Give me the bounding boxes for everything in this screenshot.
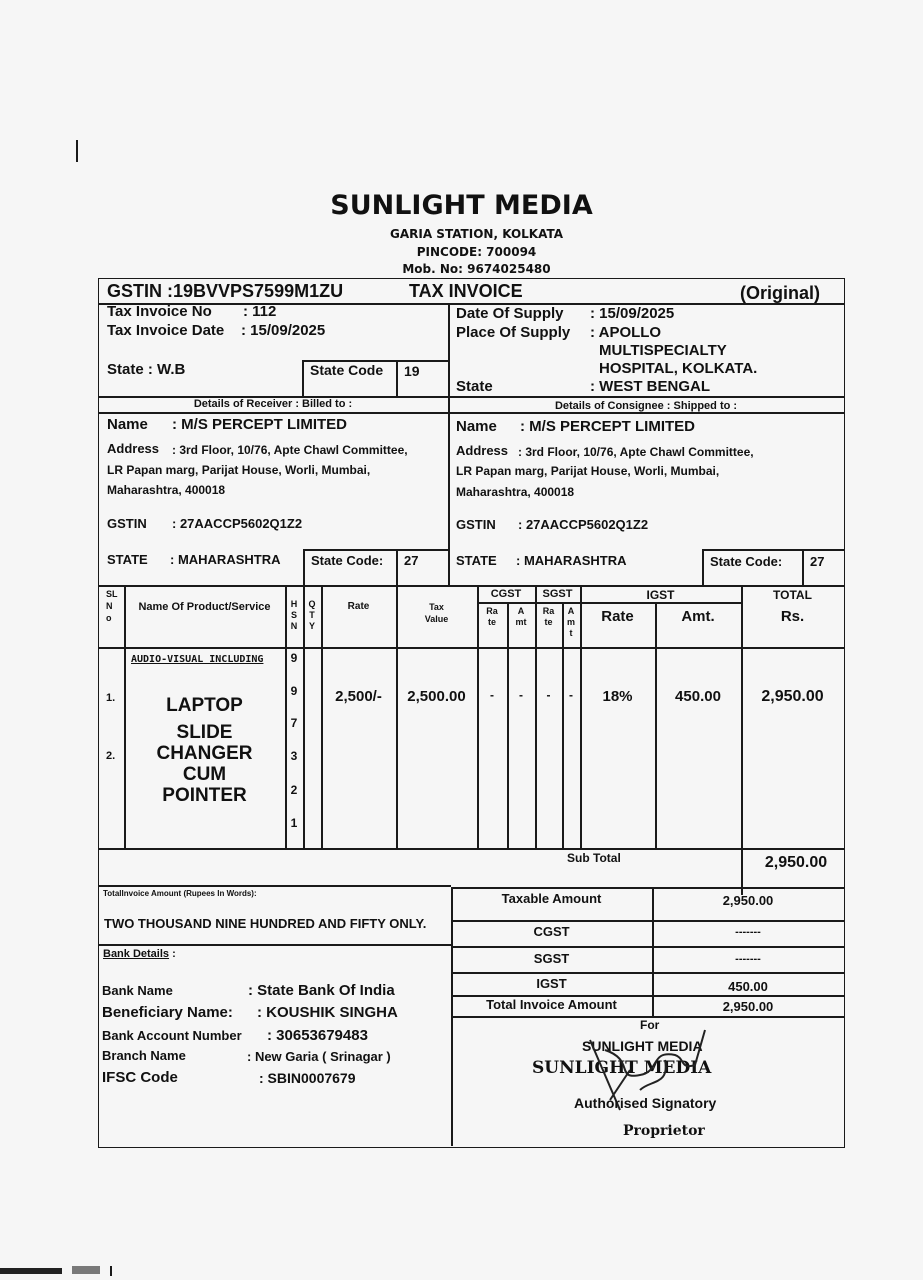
summary-value-igst: 450.00 bbox=[728, 979, 768, 994]
company-stamp: SUNLIGHT MEDIA bbox=[532, 1058, 712, 1078]
receiver-state-code-label: State Code: bbox=[311, 553, 384, 568]
hsn-digit: 3 bbox=[290, 749, 298, 763]
header-text: o bbox=[106, 613, 112, 623]
ifsc-label: IFSC Code bbox=[102, 1069, 178, 1086]
summary-value-sgst: ------- bbox=[735, 953, 761, 965]
divider bbox=[98, 885, 451, 887]
receiver-address-label: Address bbox=[107, 441, 160, 456]
igst-amt-header: Amt. bbox=[681, 608, 715, 625]
divider bbox=[396, 360, 398, 396]
header-text: S bbox=[290, 610, 297, 620]
seller-state: State : W.B bbox=[107, 361, 186, 378]
header-text: A bbox=[517, 606, 525, 616]
company-pincode: PINCODE: 700094 bbox=[416, 245, 537, 259]
invoice-no-label: Tax Invoice No bbox=[107, 303, 212, 320]
header-text: N bbox=[290, 621, 298, 631]
supply-date-label: Date Of Supply bbox=[456, 305, 564, 322]
authorised-signatory: Authorised Signatory bbox=[574, 1095, 717, 1111]
invoice-date-value: : 15/09/2025 bbox=[241, 322, 326, 339]
row-1-sgst-rate: - bbox=[546, 688, 551, 702]
scan-artifact bbox=[0, 1268, 62, 1274]
state-code-label: State Code bbox=[310, 362, 384, 378]
summary-value-cgst: ------- bbox=[735, 926, 761, 938]
product-line: POINTER bbox=[162, 785, 247, 806]
consignee-state-label: STATE bbox=[456, 553, 497, 568]
document-type: TAX INVOICE bbox=[409, 281, 523, 301]
receiver-state-label: STATE bbox=[107, 552, 148, 567]
row-1-tax-value: 2,500.00 bbox=[407, 688, 466, 705]
bank-heading bbox=[103, 948, 176, 960]
row-1-igst-amt: 450.00 bbox=[675, 688, 721, 705]
divider bbox=[702, 549, 704, 585]
account-number-value: : 30653679483 bbox=[267, 1027, 368, 1044]
sgst-amt-header bbox=[562, 606, 580, 639]
divider bbox=[98, 585, 844, 587]
subtotal-value: 2,950.00 bbox=[764, 854, 828, 871]
header-text: SL bbox=[106, 589, 118, 599]
qty-header bbox=[303, 599, 321, 632]
consignee-state-code-label: State Code: bbox=[710, 554, 783, 569]
summary-label-sgst: SGST bbox=[533, 951, 570, 966]
signature-for: For bbox=[640, 1018, 660, 1032]
supply-state-value: : WEST BENGAL bbox=[590, 378, 710, 395]
sgst-rate-header bbox=[535, 606, 562, 628]
consignee-gstin-value: : 27AACCP5602Q1Z2 bbox=[518, 517, 649, 532]
consignee-gstin-label: GSTIN bbox=[456, 517, 496, 532]
consignee-address-line1: : 3rd Floor, 10/76, Apte Chawl Committee, bbox=[518, 445, 754, 459]
place-of-supply-line2: MULTISPECIALTY bbox=[599, 342, 727, 359]
header-text: mt bbox=[515, 617, 527, 627]
divider bbox=[302, 360, 304, 396]
hsn-digit: 1 bbox=[290, 816, 298, 830]
row-1-cgst-rate: - bbox=[490, 688, 494, 702]
copy-type: (Original) bbox=[740, 283, 820, 303]
place-of-supply-line1: : APOLLO bbox=[590, 324, 662, 341]
supply-state-label: State bbox=[456, 378, 493, 395]
igst-header: IGST bbox=[646, 588, 675, 602]
bank-name-label: Bank Name bbox=[102, 983, 173, 998]
row-2-product bbox=[124, 722, 285, 806]
company-address: GARIA STATION, KOLKATA bbox=[390, 227, 563, 241]
summary-value-total: 2,950.00 bbox=[722, 999, 774, 1014]
column-line bbox=[507, 602, 509, 848]
row-1-igst-rate: 18% bbox=[602, 688, 633, 705]
tax-value-header bbox=[396, 601, 477, 625]
divider bbox=[303, 549, 305, 585]
consignee-name-value: : M/S PERCEPT LIMITED bbox=[520, 418, 696, 435]
header-text: Ra bbox=[486, 606, 498, 616]
sgst-header: SGST bbox=[542, 588, 573, 600]
place-of-supply-line3: HOSPITAL, KOLKATA. bbox=[599, 360, 758, 377]
header-text: A bbox=[567, 606, 575, 616]
consignee-state-code-value: 27 bbox=[810, 554, 825, 569]
invoice-no-value: : 112 bbox=[243, 303, 277, 320]
divider bbox=[98, 944, 451, 946]
branch-name-value: : New Garia ( Srinagar ) bbox=[247, 1049, 391, 1064]
handwritten-signature-icon bbox=[580, 1020, 720, 1130]
summary-label-cgst: CGST bbox=[533, 924, 570, 939]
amount-words-label: TotalInvoice Amount (Rupees In Words): bbox=[103, 889, 257, 898]
invoice-date-label: Tax Invoice Date bbox=[107, 322, 225, 339]
branch-name-label: Branch Name bbox=[102, 1048, 186, 1063]
bank-heading-text: Bank Details bbox=[103, 948, 170, 960]
total-header: TOTAL bbox=[773, 588, 812, 602]
hsn-digit: 9 bbox=[290, 684, 298, 698]
column-line bbox=[321, 585, 323, 848]
company-mobile: Mob. No: 9674025480 bbox=[402, 262, 551, 276]
row-2-sl: 2. bbox=[106, 750, 116, 762]
row-1-product: LAPTOP bbox=[166, 695, 243, 716]
divider bbox=[802, 549, 804, 585]
header-text: te bbox=[487, 617, 496, 627]
header-text: Value bbox=[424, 614, 449, 624]
place-of-supply-label: Place Of Supply bbox=[456, 324, 571, 341]
consignee-address-line2: LR Papan marg, Parijat House, Worli, Mumbai, bbox=[456, 464, 720, 478]
header-text: Q bbox=[308, 599, 316, 609]
seller-gstin: GSTIN :19BVVPS7599M1ZU bbox=[107, 281, 344, 301]
beneficiary-label: Beneficiary Name: bbox=[102, 1004, 233, 1021]
receiver-address-line1: : 3rd Floor, 10/76, Apte Chawl Committee, bbox=[172, 443, 408, 457]
divider bbox=[702, 549, 844, 551]
product-header: Name Of Product/Service bbox=[138, 601, 271, 613]
summary-label-taxable: Taxable Amount bbox=[501, 891, 602, 906]
hsn-digit: 9 bbox=[290, 651, 298, 665]
row-1-rate: 2,500/- bbox=[335, 688, 382, 705]
scan-artifact bbox=[72, 1266, 100, 1274]
header-text: H bbox=[290, 599, 298, 609]
ifsc-value: : SBIN0007679 bbox=[259, 1070, 356, 1086]
summary-label-igst: IGST bbox=[536, 976, 567, 991]
bank-heading-suffix: : bbox=[169, 948, 176, 960]
cgst-amt-header bbox=[507, 606, 535, 628]
cgst-header: CGST bbox=[490, 588, 522, 600]
header-text: Tax bbox=[429, 602, 444, 612]
row-1-total: 2,950.00 bbox=[761, 688, 824, 705]
row-1-sl: 1. bbox=[106, 692, 116, 704]
account-number-label: Bank Account Number bbox=[102, 1028, 242, 1043]
header-text: Ra bbox=[542, 606, 555, 616]
summary-label-total: Total Invoice Amount bbox=[486, 997, 617, 1012]
total-unit-header: Rs. bbox=[780, 608, 805, 625]
hsn-header bbox=[285, 599, 303, 632]
receiver-state-code-value: 27 bbox=[404, 553, 419, 568]
product-line: CHANGER bbox=[156, 743, 253, 764]
header-text: t bbox=[569, 628, 573, 638]
divider bbox=[477, 602, 741, 604]
receiver-gstin-value: : 27AACCP5602Q1Z2 bbox=[172, 516, 303, 531]
receiver-state-value: : MAHARASHTRA bbox=[170, 552, 281, 567]
divider bbox=[396, 549, 398, 585]
column-line bbox=[655, 602, 657, 848]
scan-mark bbox=[76, 140, 78, 162]
divider bbox=[451, 972, 844, 974]
receiver-name-label: Name bbox=[107, 416, 148, 433]
receiver-address-line3: Maharashtra, 400018 bbox=[107, 483, 226, 497]
divider bbox=[98, 848, 844, 850]
consignee-heading: Details of Consignee : Shipped to : bbox=[554, 400, 738, 412]
consignee-address-label: Address bbox=[456, 443, 509, 458]
row-1-sgst-amt: - bbox=[569, 688, 573, 702]
header-text: T bbox=[309, 610, 315, 620]
divider bbox=[451, 946, 844, 948]
subtotal-label: Sub Total bbox=[567, 851, 621, 865]
divider bbox=[451, 920, 844, 922]
header-text: te bbox=[544, 617, 553, 627]
state-code-value: 19 bbox=[404, 363, 420, 379]
hsn-digit: 2 bbox=[290, 783, 298, 797]
divider bbox=[448, 303, 450, 585]
bank-name-value: : State Bank Of India bbox=[248, 982, 395, 999]
signature-company: SUNLIGHT MEDIA bbox=[582, 1038, 703, 1054]
beneficiary-value: : KOUSHIK SINGHA bbox=[257, 1004, 398, 1021]
divider bbox=[451, 887, 844, 889]
product-line: SLIDE bbox=[176, 722, 233, 743]
product-line: CUM bbox=[182, 764, 227, 785]
consignee-state-value: : MAHARASHTRA bbox=[516, 553, 627, 568]
consignee-address-line3: Maharashtra, 400018 bbox=[456, 485, 575, 499]
scan-artifact bbox=[110, 1266, 112, 1276]
receiver-address-line2: LR Papan marg, Parijat House, Worli, Mumbai, bbox=[107, 463, 371, 477]
divider bbox=[98, 412, 844, 414]
header-text: Y bbox=[308, 621, 315, 631]
rate-header: Rate bbox=[347, 601, 370, 612]
igst-rate-header: Rate bbox=[601, 608, 634, 625]
receiver-heading: Details of Receiver : Billed to : bbox=[193, 398, 353, 410]
header-text: N bbox=[106, 601, 113, 611]
hsn-digit: 7 bbox=[290, 716, 298, 730]
summary-value-taxable: 2,950.00 bbox=[722, 893, 774, 908]
divider bbox=[98, 647, 844, 649]
row-1-cgst-amt: - bbox=[519, 688, 523, 702]
divider bbox=[303, 549, 448, 551]
supply-date-value: : 15/09/2025 bbox=[590, 305, 675, 322]
receiver-gstin-label: GSTIN bbox=[107, 516, 147, 531]
category-label: AUDIO-VISUAL INCLUDING bbox=[131, 654, 264, 665]
receiver-name-value: : M/S PERCEPT LIMITED bbox=[172, 416, 348, 433]
header-text: m bbox=[566, 617, 575, 627]
consignee-name-label: Name bbox=[456, 418, 497, 435]
proprietor-label: Proprietor bbox=[623, 1123, 705, 1139]
cgst-rate-header bbox=[477, 606, 507, 628]
company-name: SUNLIGHT MEDIA bbox=[330, 190, 593, 221]
amount-words-value: TWO THOUSAND NINE HUNDRED AND FIFTY ONLY. bbox=[104, 916, 427, 931]
